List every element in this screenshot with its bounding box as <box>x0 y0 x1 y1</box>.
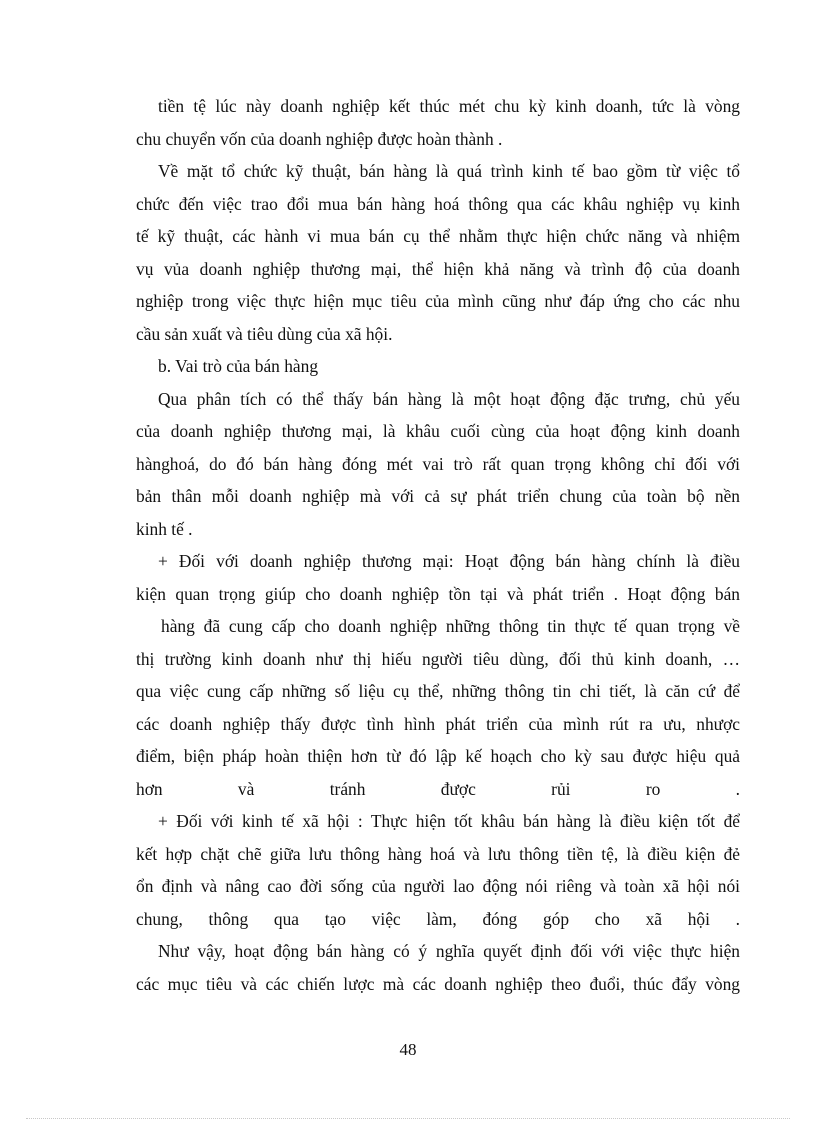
text-line: của doanh nghiệp thương mại, là khâu cuối cùng của hoạt động kinh doanh <box>136 421 740 441</box>
text-line: ổn định và nâng cao đời sống của người lao động nói riêng và toàn xã hội nói <box>136 876 740 896</box>
page-number: 48 <box>399 1040 417 1059</box>
text-line: cầu sản xuất và tiêu dùng của xã hội. <box>136 323 393 344</box>
text-line: kiện quan trọng giúp cho doanh nghiệp tồn tại và phát triển . Hoạt động bán <box>136 583 740 604</box>
text-line: các mục tiêu và các chiến lược mà các doanh nghiệp theo đuổi, thúc đẩy vòng <box>136 973 740 994</box>
text-line: chức đến việc trao đổi mua bán hàng hoá thông qua các khâu nghiệp vụ kinh <box>136 193 740 214</box>
text-line: b. Vai trò của bán hàng <box>158 356 319 376</box>
text-line: hàng đã cung cấp cho doanh nghiệp những thông tin thực tế quan trọng về <box>161 616 740 636</box>
text-line: Qua phân tích có thể thấy bán hàng là một hoạt động đặc trưng, chủ yếu <box>158 388 740 409</box>
text-line: hànghoá, do đó bán hàng đóng mét vai trò rất quan trọng không chỉ đối với <box>136 453 740 474</box>
text-line: + Đối với doanh nghiệp thương mại: Hoạt động bán hàng chính là điều <box>158 551 740 571</box>
text-line: tiền tệ lúc này doanh nghiệp kết thúc mét chu kỳ kinh doanh, tức là vòng <box>158 96 740 116</box>
text-line: chung, thông qua tạo việc làm, đóng góp cho xã hội . <box>136 908 740 929</box>
text-line: thị trường kinh doanh như thị hiếu người tiêu dùng, đối thủ kinh doanh, … <box>136 648 740 669</box>
text-line: bản thân mỗi doanh nghiệp mà với cả sự phát triển chung của toàn bộ nền <box>136 486 740 506</box>
text-line: vụ vủa doanh nghiệp thương mại, thể hiện khả năng và trình độ của doanh <box>136 258 740 279</box>
text-line: nghiệp trong việc thực hiện mục tiêu của mình cũng như đáp ứng cho các nhu <box>136 291 740 311</box>
text-line: các doanh nghiệp thấy được tình hình phát triển của mình rút ra ưu, nhược <box>136 713 740 734</box>
text-line: hơn và tránh được rủi ro . <box>136 778 740 799</box>
text-line: Như vậy, hoạt động bán hàng có ý nghĩa quyết định đối với việc thực hiện <box>158 941 740 961</box>
text-line: tế kỹ thuật, các hành vi mua bán cụ thể nhằm thực hiện chức năng và nhiệm <box>136 226 740 246</box>
body-text <box>136 90 740 1000</box>
text-line: kết hợp chặt chẽ giữa lưu thông hàng hoá và lưu thông tiền tệ, là điều kiện đẻ <box>136 843 740 864</box>
text-line: + Đối với kinh tế xã hội : Thực hiện tốt khâu bán hàng là điều kiện tốt để <box>158 811 740 831</box>
text-line: điểm, biện pháp hoàn thiện hơn từ đó lập kế hoạch cho kỳ sau được hiệu quả <box>136 746 740 766</box>
page-bottom-divider <box>26 1118 790 1119</box>
text-line: Về mặt tổ chức kỹ thuật, bán hàng là quá trình kinh tế bao gồm từ việc tổ <box>158 161 740 181</box>
text-line: chu chuyển vốn của doanh nghiệp được hoàn thành . <box>136 128 503 149</box>
text-line: kinh tế . <box>136 518 193 539</box>
text-line: qua việc cung cấp những số liệu cụ thể, những thông tin chi tiết, là căn cứ để <box>136 681 740 701</box>
